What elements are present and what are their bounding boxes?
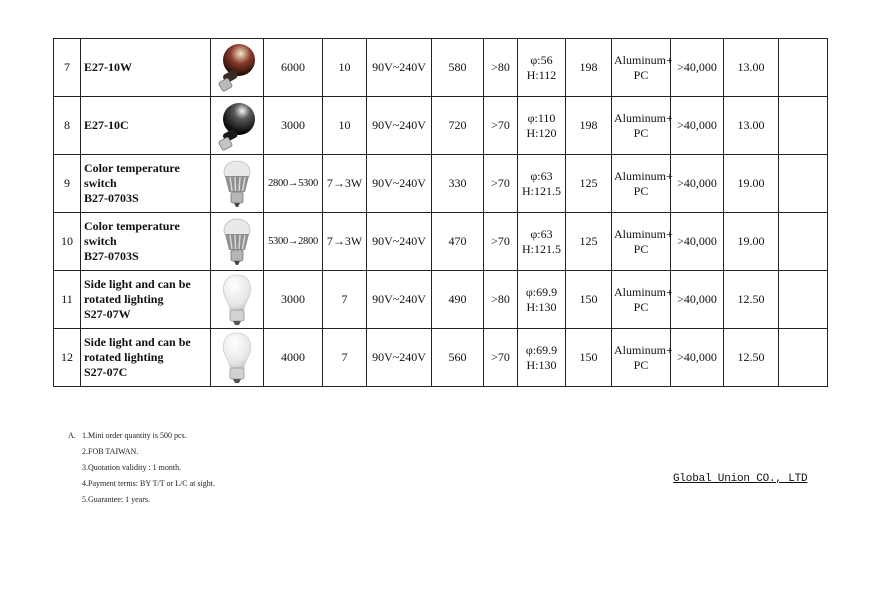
- dimensions: [518, 213, 566, 271]
- cri: >70: [484, 213, 518, 271]
- cri: >80: [484, 39, 518, 97]
- model-name: [81, 329, 211, 387]
- dimensions: [518, 39, 566, 97]
- dimensions: [518, 97, 566, 155]
- note-text: 4.Payment terms: BY T/T or L/C at sight.: [82, 479, 215, 488]
- product-image: [211, 155, 264, 213]
- lifetime: >40,000: [671, 97, 724, 155]
- table-row: [54, 213, 828, 271]
- lumen: 560: [432, 329, 484, 387]
- terms-notes: [68, 428, 215, 508]
- note-text: 5.Guarantee: 1 years.: [82, 495, 150, 504]
- product-spec-table: [53, 38, 828, 387]
- material: [612, 39, 671, 97]
- unit-price: 12.50: [724, 271, 779, 329]
- note-line: [68, 476, 215, 492]
- lumen: 470: [432, 213, 484, 271]
- material-line: PC: [633, 183, 649, 198]
- cri: >70: [484, 155, 518, 213]
- wattage: 10: [323, 97, 367, 155]
- finned-bulb-icon: [213, 158, 261, 210]
- model-name: [81, 213, 211, 271]
- model-line: Side light and can be: [84, 335, 191, 349]
- material-line: Aluminum+: [614, 342, 673, 357]
- notes-prefix: A.: [68, 431, 76, 440]
- material-line: Aluminum+: [614, 284, 673, 299]
- item-number: 7: [54, 39, 81, 97]
- wattage: 7→3W: [323, 213, 367, 271]
- wattage: 7→3W: [323, 155, 367, 213]
- beam-angle: 150: [566, 271, 612, 329]
- model-line: Side light and can be: [84, 277, 191, 291]
- warm-bulb-icon: [213, 42, 261, 94]
- item-number: 11: [54, 271, 81, 329]
- wattage: 7: [323, 271, 367, 329]
- dimension-line: H:130: [526, 299, 557, 314]
- lumen: 720: [432, 97, 484, 155]
- material-line: Aluminum+: [614, 226, 673, 241]
- model-line: B27-0703S: [84, 191, 139, 205]
- dimension-line: φ:56: [530, 52, 553, 67]
- finned-bulb-icon: [213, 216, 261, 268]
- empty-cell: [779, 39, 828, 97]
- model-line: S27-07W: [84, 307, 131, 321]
- lumen: 330: [432, 155, 484, 213]
- empty-cell: [779, 213, 828, 271]
- model-line: S27-07C: [84, 365, 128, 379]
- material: [612, 271, 671, 329]
- voltage: 90V~240V: [367, 39, 432, 97]
- color-temperature: 2800→5300: [264, 155, 323, 213]
- company-name: Global Union CO., LTD: [673, 473, 808, 485]
- model-line: E27-10C: [84, 118, 129, 132]
- wattage: 10: [323, 39, 367, 97]
- dimension-line: φ:110: [527, 110, 556, 125]
- material-line: PC: [633, 299, 649, 314]
- dimensions: [518, 155, 566, 213]
- material-line: PC: [633, 125, 649, 140]
- dimension-line: φ:63: [530, 168, 553, 183]
- voltage: 90V~240V: [367, 155, 432, 213]
- dimensions: [518, 271, 566, 329]
- color-temperature: 3000: [264, 97, 323, 155]
- table-row: [54, 39, 828, 97]
- dimension-line: H:121.5: [522, 183, 561, 198]
- dimension-line: φ:63: [530, 226, 553, 241]
- model-line: rotated lighting: [84, 350, 164, 364]
- beam-angle: 125: [566, 155, 612, 213]
- unit-price: 19.00: [724, 213, 779, 271]
- model-line: rotated lighting: [84, 292, 164, 306]
- material: [612, 155, 671, 213]
- product-image: [211, 213, 264, 271]
- table-row: [54, 271, 828, 329]
- table-row: [54, 97, 828, 155]
- material-line: PC: [633, 357, 649, 372]
- dimensions: [518, 329, 566, 387]
- cri: >70: [484, 97, 518, 155]
- beam-angle: 198: [566, 39, 612, 97]
- lifetime: >40,000: [671, 155, 724, 213]
- product-image: [211, 271, 264, 329]
- material-line: PC: [633, 67, 649, 82]
- table-row: [54, 155, 828, 213]
- item-number: 10: [54, 213, 81, 271]
- dimension-line: φ:69.9: [525, 342, 558, 357]
- table-row: [54, 329, 828, 387]
- model-name: [81, 271, 211, 329]
- lifetime: >40,000: [671, 329, 724, 387]
- cri: >80: [484, 271, 518, 329]
- product-image: [211, 329, 264, 387]
- beam-angle: 125: [566, 213, 612, 271]
- voltage: 90V~240V: [367, 213, 432, 271]
- voltage: 90V~240V: [367, 97, 432, 155]
- model-name: [81, 39, 211, 97]
- lifetime: >40,000: [671, 271, 724, 329]
- note-line: [68, 460, 215, 476]
- beam-angle: 198: [566, 97, 612, 155]
- empty-cell: [779, 329, 828, 387]
- model-line: Color temperature: [84, 219, 180, 233]
- material-line: Aluminum+: [614, 110, 673, 125]
- empty-cell: [779, 271, 828, 329]
- material-line: Aluminum+: [614, 52, 673, 67]
- product-image: [211, 39, 264, 97]
- unit-price: 13.00: [724, 97, 779, 155]
- unit-price: 13.00: [724, 39, 779, 97]
- model-name: [81, 155, 211, 213]
- note-line: [68, 492, 215, 508]
- white-bulb-icon: [213, 273, 261, 327]
- dark-bulb-icon: [213, 100, 261, 152]
- lumen: 490: [432, 271, 484, 329]
- material-line: PC: [633, 241, 649, 256]
- product-image: [211, 97, 264, 155]
- dimension-line: H:130: [526, 357, 557, 372]
- note-line: [68, 428, 215, 444]
- beam-angle: 150: [566, 329, 612, 387]
- item-number: 8: [54, 97, 81, 155]
- note-text: 1.Mini order quantity is 500 pcs.: [82, 431, 187, 440]
- material: [612, 329, 671, 387]
- model-line: switch: [84, 234, 117, 248]
- model-line: switch: [84, 176, 117, 190]
- note-line: [68, 444, 215, 460]
- note-text: 2.FOB TAIWAN.: [82, 447, 139, 456]
- color-temperature: 5300→2800: [264, 213, 323, 271]
- dimension-line: H:112: [526, 67, 557, 82]
- dimension-line: H:121.5: [522, 241, 561, 256]
- material: [612, 97, 671, 155]
- model-line: Color temperature: [84, 161, 180, 175]
- cri: >70: [484, 329, 518, 387]
- item-number: 12: [54, 329, 81, 387]
- unit-price: 19.00: [724, 155, 779, 213]
- model-line: E27-10W: [84, 60, 132, 74]
- color-temperature: 6000: [264, 39, 323, 97]
- color-temperature: 3000: [264, 271, 323, 329]
- voltage: 90V~240V: [367, 329, 432, 387]
- material: [612, 213, 671, 271]
- model-line: B27-0703S: [84, 249, 139, 263]
- lumen: 580: [432, 39, 484, 97]
- model-name: [81, 97, 211, 155]
- unit-price: 12.50: [724, 329, 779, 387]
- dimension-line: H:120: [526, 125, 557, 140]
- item-number: 9: [54, 155, 81, 213]
- white-bulb-icon: [213, 331, 261, 385]
- material-line: Aluminum+: [614, 168, 673, 183]
- empty-cell: [779, 97, 828, 155]
- lifetime: >40,000: [671, 213, 724, 271]
- empty-cell: [779, 155, 828, 213]
- dimension-line: φ:69.9: [525, 284, 558, 299]
- voltage: 90V~240V: [367, 271, 432, 329]
- note-text: 3.Quotation validity : 1 month.: [82, 463, 182, 472]
- color-temperature: 4000: [264, 329, 323, 387]
- lifetime: >40,000: [671, 39, 724, 97]
- wattage: 7: [323, 329, 367, 387]
